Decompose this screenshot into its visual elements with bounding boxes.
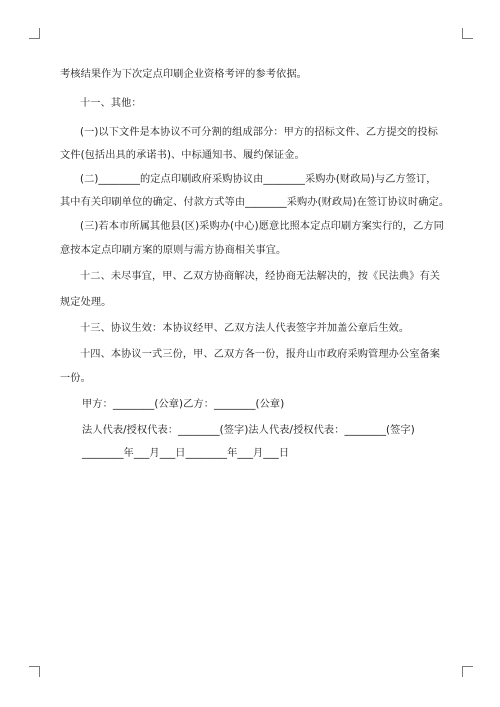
section-heading-13: 十三、协议生效：本协议经甲、乙双方法人代表签字并加盖公章后生效。 xyxy=(80,323,410,334)
text-line-13: 一份。 xyxy=(60,373,91,384)
text-line-8: 意按本定点印刷方案的原则与需方协商相关事宜。 xyxy=(60,245,287,256)
signature-representative-line: 法人代表/授权代表：________(签字)法人代表/授权代表：________(签字) xyxy=(82,425,415,436)
text-line-1: 考核结果作为下次定点印刷企业资格考评的参考依据。 xyxy=(60,69,307,80)
crop-mark-bottom-left xyxy=(29,666,40,677)
text-line-4: 文件(包括出具的承诺书)、中标通知书、履约保证金。 xyxy=(60,150,305,161)
section-heading-14: 十四、本协议一式三份，甲、乙双方各一份，报舟山市政府采购管理办公室备案 xyxy=(80,349,441,360)
text-line-7: (三)若本市所属其他县(区)采购办(中心)愿意比照本定点印刷方案实行的，乙方同 xyxy=(80,221,444,232)
text-line-5: (二)________的定点印刷政府采购协议由________采购办(财政局)与乙方签订， xyxy=(80,174,437,185)
crop-mark-top-right xyxy=(462,28,473,39)
text-line-10: 规定处理。 xyxy=(60,297,112,308)
crop-mark-bottom-right xyxy=(462,666,473,677)
signature-date-line: ________年___月___日________年___月___日 xyxy=(82,448,290,459)
signature-party-line: 甲方：________(公章)乙方：________(公章) xyxy=(82,399,285,410)
section-heading-12: 十二、未尽事宜，甲、乙双方协商解决，经协商无法解决的，按《民法典》有关 xyxy=(80,271,441,282)
text-line-3: (一)以下文件是本协议不可分割的组成部分：甲方的招标文件、乙方提交的投标 xyxy=(80,127,438,138)
crop-mark-top-left xyxy=(29,28,40,39)
section-heading-11: 十一、其他： xyxy=(80,98,142,109)
text-line-6: 其中有关印刷单位的确定、付款方式等由________采购办(财政局)在签订协议时确定。 xyxy=(60,197,450,208)
